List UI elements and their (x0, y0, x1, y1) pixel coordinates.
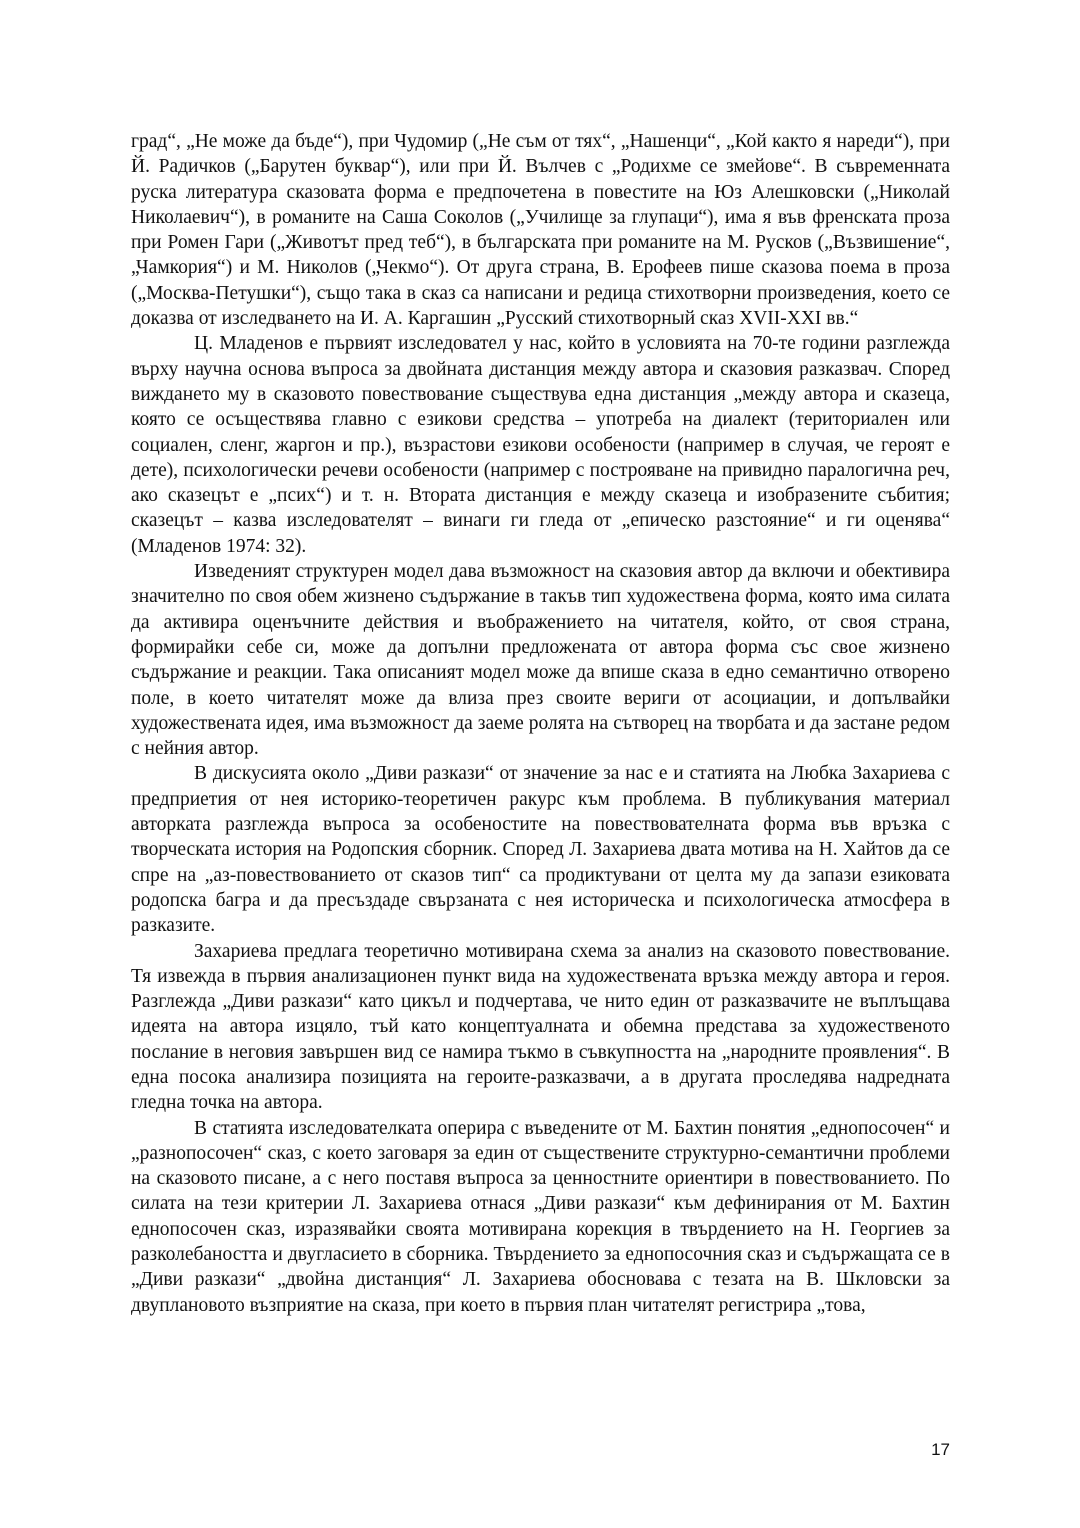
page-number: 17 (931, 1440, 950, 1459)
paragraph-6: В статията изследователката оперира с въведените от М. Бахтин понятия „еднопосочен“ и „разнопосочен“ сказ, с което заговаря за един от съществените структурно-семантични проблеми на сказовото писане, а с него поставя въпроса за ценностните ориентири в повествованието. По силата на тези критерии Л. Захариева отнася „Диви разкази“ към дефинирания от М. Бахтин еднопосочен сказ, изразявайки своята мотивирана корекция в твърдението на Н. Георгиев за разколебаността и двугласието в сборника. Твърдението за еднопосочния сказ и съдържащата се в „Диви разкази“ „двойна дистанция“ Л. Захариева обосновава с тезата на В. Шкловски за двуплановото възприятие на сказа, при което в първия план читателят регистрира „това, (131, 1117, 950, 1316)
paragraph-5: Захариева предлага теоретично мотивирана схема за анализ на сказовото повествование. Тя извежда в първия анализационен пункт вида на художествената връзка между автора и героя. Разглежда „Диви разкази“ като цикъл и подчертава, че нито един от разказвачите не въплъщава идеята на автора изцяло, тъй като концептуалната и обемна представа за художественото послание в неговия завършен вид се намира тъкмо в съвкупността на „народните проявления“. В една посока анализира позицията на героите-разказвачи, а в другата проследява надредната гледна точка на автора. (131, 940, 950, 1114)
paragraph-4: В дискусията около „Диви разкази“ от значение за нас е и статията на Любка Захариева с предприетия от нея историко-теоретичен ракурс към проблема. В публикувания материал авторката разглежда въпроса за особеностите на повествователната форма във връзка с творческата история на Родопския сборник. Според Л. Захариева двата мотива на Н. Хайтов да се спре на „аз-повествованието от сказов тип“ са продиктувани от целта му да запази езиковата родопска багра и да пресъздаде свързаната с нея историческа и психологическа атмосфера в разказите. (131, 763, 950, 937)
paragraph-2: Ц. Младенов е първият изследовател у нас, който в условията на 70-те години разглежда върху научна основа въпроса за двойната дистанция между автора и сказовия разказвач. Според виждането му в сказовото повествование съществува една дистанция „между автора и сказеца, която се осъществява главно с езикови средства – употреба на диалект (териториален или социален, сленг, жаргон и пр.), възрастови езикови особености (например в случая, че героят е дете), психологически речеви особености (например с построяване на привидно паралогична реч, ако сказецът е „псих“) и т. н. Втората дистанция е между сказеца и изобразените събития; сказецът – казва изследователят – винаги ги гледа от „епическо разстояние“ и ги оценява“ (Младенов 1974: 32). (131, 333, 950, 557)
paragraph-3: Изведеният структурен модел дава възможност на сказовия автор да включи и обективира значително по своя обем жизнено съдържание в такъв тип художествена форма, която има силата да активира оценъчните действия и въображението на читателя, който, от своя страна, формирайки себе си, може да допълни предложената от автора форма със свое жизнено съдържание и реакции. Така описаният модел може да впише сказа в едно семантично отворено поле, в което читателят може да влиза през своите вериги от асоциации, и допълвайки художествената идея, има възможност да заеме ролята на сътворец на творбата и да застане редом с нейния автор. (131, 561, 950, 760)
body-text (131, 129, 950, 1318)
paragraph-1: град“, „Не може да бъде“), при Чудомир („Не съм от тях“, „Нашенци“, „Кой както я нареди“), при Й. Радичков („Барутен буквар“), или при Й. Вълчев с „Родихме се змейове“. В съвременната руска литература сказовата форма е предпочетена в повестите на Юз Алешковски („Николай Николаевич“), в романите на Саша Соколов („Училище за глупаци“), има я във френската проза при Ромен Гари („Животът пред теб“), в българската при романите на М. Русков („Възвишение“, „Чамкория“) и М. Николов („Чекмо“). От друга страна, В. Ерофеев пише сказова поема в проза („Москва-Петушки“), също така в сказ са написани и редица стихотворни произведения, което се доказва от изследването на И. А. Каргашин „Русский стихотворный сказ XVII-XXI вв.“ (131, 131, 950, 330)
